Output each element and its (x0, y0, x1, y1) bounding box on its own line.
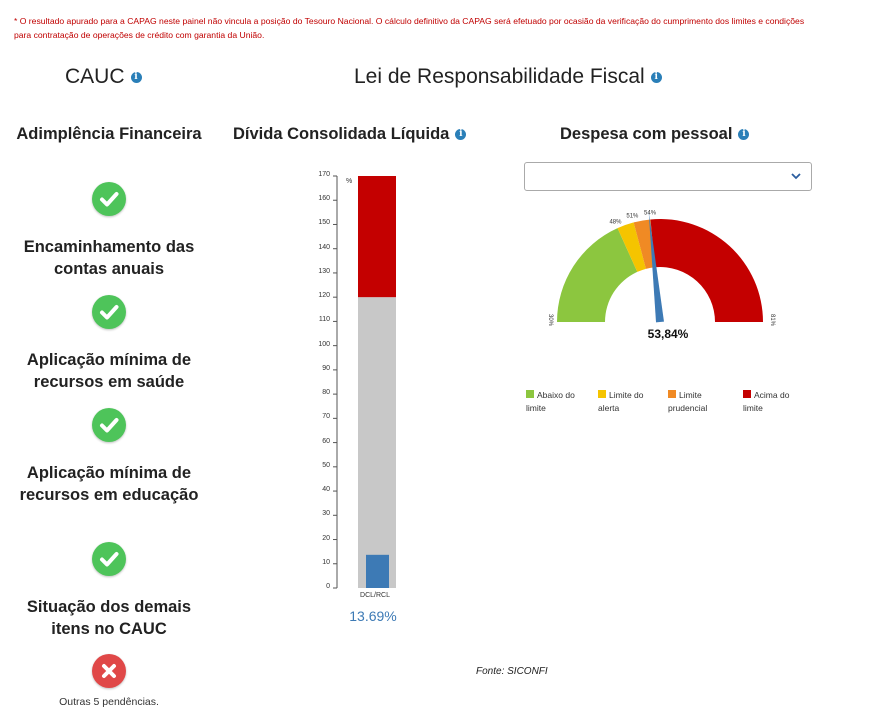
lrf-info-icon[interactable]: i (651, 72, 662, 83)
dcl-tick-label: 170 (318, 171, 330, 178)
cauc-title-text: CAUC (65, 65, 125, 88)
pessoal-title-text: Despesa com pessoal (560, 125, 733, 143)
dcl-tick-label: 70 (322, 413, 330, 421)
dcl-tick-label: 40 (322, 486, 330, 494)
period-select[interactable] (524, 162, 812, 191)
pessoal-info-icon[interactable]: i (738, 129, 749, 140)
dcl-tick-label: 160 (318, 195, 330, 203)
dcl-tick-label: 10 (322, 558, 330, 566)
legend-item: Acima do limite (743, 390, 790, 413)
gauge-range-label: 81% (769, 314, 775, 327)
dcl-category-label: DCL/RCL (360, 592, 390, 599)
gauge-value-label: 53,84% (647, 327, 689, 341)
legend-swatch (598, 390, 606, 398)
gauge-band (650, 219, 763, 322)
check-icon (92, 182, 126, 216)
dcl-tick-label: 120 (318, 292, 330, 300)
gauge-threshold-label: 48% (609, 219, 622, 226)
check-icon (92, 542, 126, 576)
gauge-threshold-label: 51% (626, 213, 639, 220)
dcl-tick-label: 60 (322, 437, 330, 445)
dcl-title-text: Dívida Consolidada Líquida (233, 125, 450, 143)
cauc-item-contas-anuais: Encaminhamento das contas anuais (23, 238, 195, 278)
gauge-range-label: 30% (547, 314, 553, 327)
cauc-item-saude: Aplicação mínima de recursos em saúde (26, 351, 192, 391)
disclaimer-text: * O resultado apurado para a CAPAG neste painel não vincula a posição do Tesouro Nacional. O cálculo definitivo da CAPAG será efetuado por ocasião da verificação do cumprimento dos limites e condições para contratação de operações de crédito com garantia da União. (14, 16, 805, 40)
dcl-band-above-limit (358, 176, 396, 297)
legend-swatch (743, 390, 751, 398)
error-icon (92, 654, 126, 688)
cauc-item-adimplencia: Adimplência Financeira (16, 125, 202, 143)
dcl-value-label: 13.69% (349, 608, 397, 624)
dcl-tick-label: 90 (322, 364, 330, 372)
dcl-bar-chart (330, 168, 410, 608)
cauc-item-educacao: Aplicação mínima de recursos em educação (19, 464, 199, 504)
cauc-info-icon[interactable]: i (131, 72, 142, 83)
dcl-tick-marks (333, 176, 337, 588)
dcl-tick-label: 80 (322, 389, 330, 397)
dcl-tick-label: 130 (318, 267, 330, 275)
source-note: Fonte: SICONFI (476, 666, 548, 677)
legend-item: Abaixo do limite (526, 390, 575, 413)
check-icon (92, 295, 126, 329)
legend-swatch (526, 390, 534, 398)
dcl-tick-label: 20 (322, 534, 330, 542)
pessoal-chart-title (560, 125, 749, 144)
pending-note: Outras 5 pendências. (59, 696, 159, 708)
cauc-title (65, 65, 142, 89)
dcl-tick-label: 110 (318, 316, 330, 324)
dcl-band-below-limit (358, 297, 396, 588)
dcl-chart-title (233, 125, 466, 144)
dcl-tick-label: 150 (318, 219, 330, 227)
cauc-item-demais-itens: Situação dos demais itens no CAUC (26, 598, 192, 638)
legend-item: Limite prudencial (668, 390, 708, 413)
check-icon (92, 408, 126, 442)
legend-swatch (668, 390, 676, 398)
lrf-title (354, 65, 662, 89)
legend-item: Limite do alerta (598, 390, 644, 413)
dcl-info-icon[interactable]: i (455, 129, 466, 140)
dcl-tick-label: 140 (318, 243, 330, 251)
dcl-tick-label: 100 (318, 340, 330, 348)
chevron-down-icon (791, 172, 801, 180)
dcl-bar-value (366, 555, 389, 588)
dcl-tick-label: 0 (326, 583, 330, 590)
dcl-y-unit: % (346, 178, 353, 185)
lrf-title-text: Lei de Responsabilidade Fiscal (354, 65, 645, 88)
dcl-tick-label: 50 (322, 461, 330, 469)
gauge-threshold-label: 54% (644, 210, 657, 217)
dcl-tick-label: 30 (322, 510, 330, 518)
